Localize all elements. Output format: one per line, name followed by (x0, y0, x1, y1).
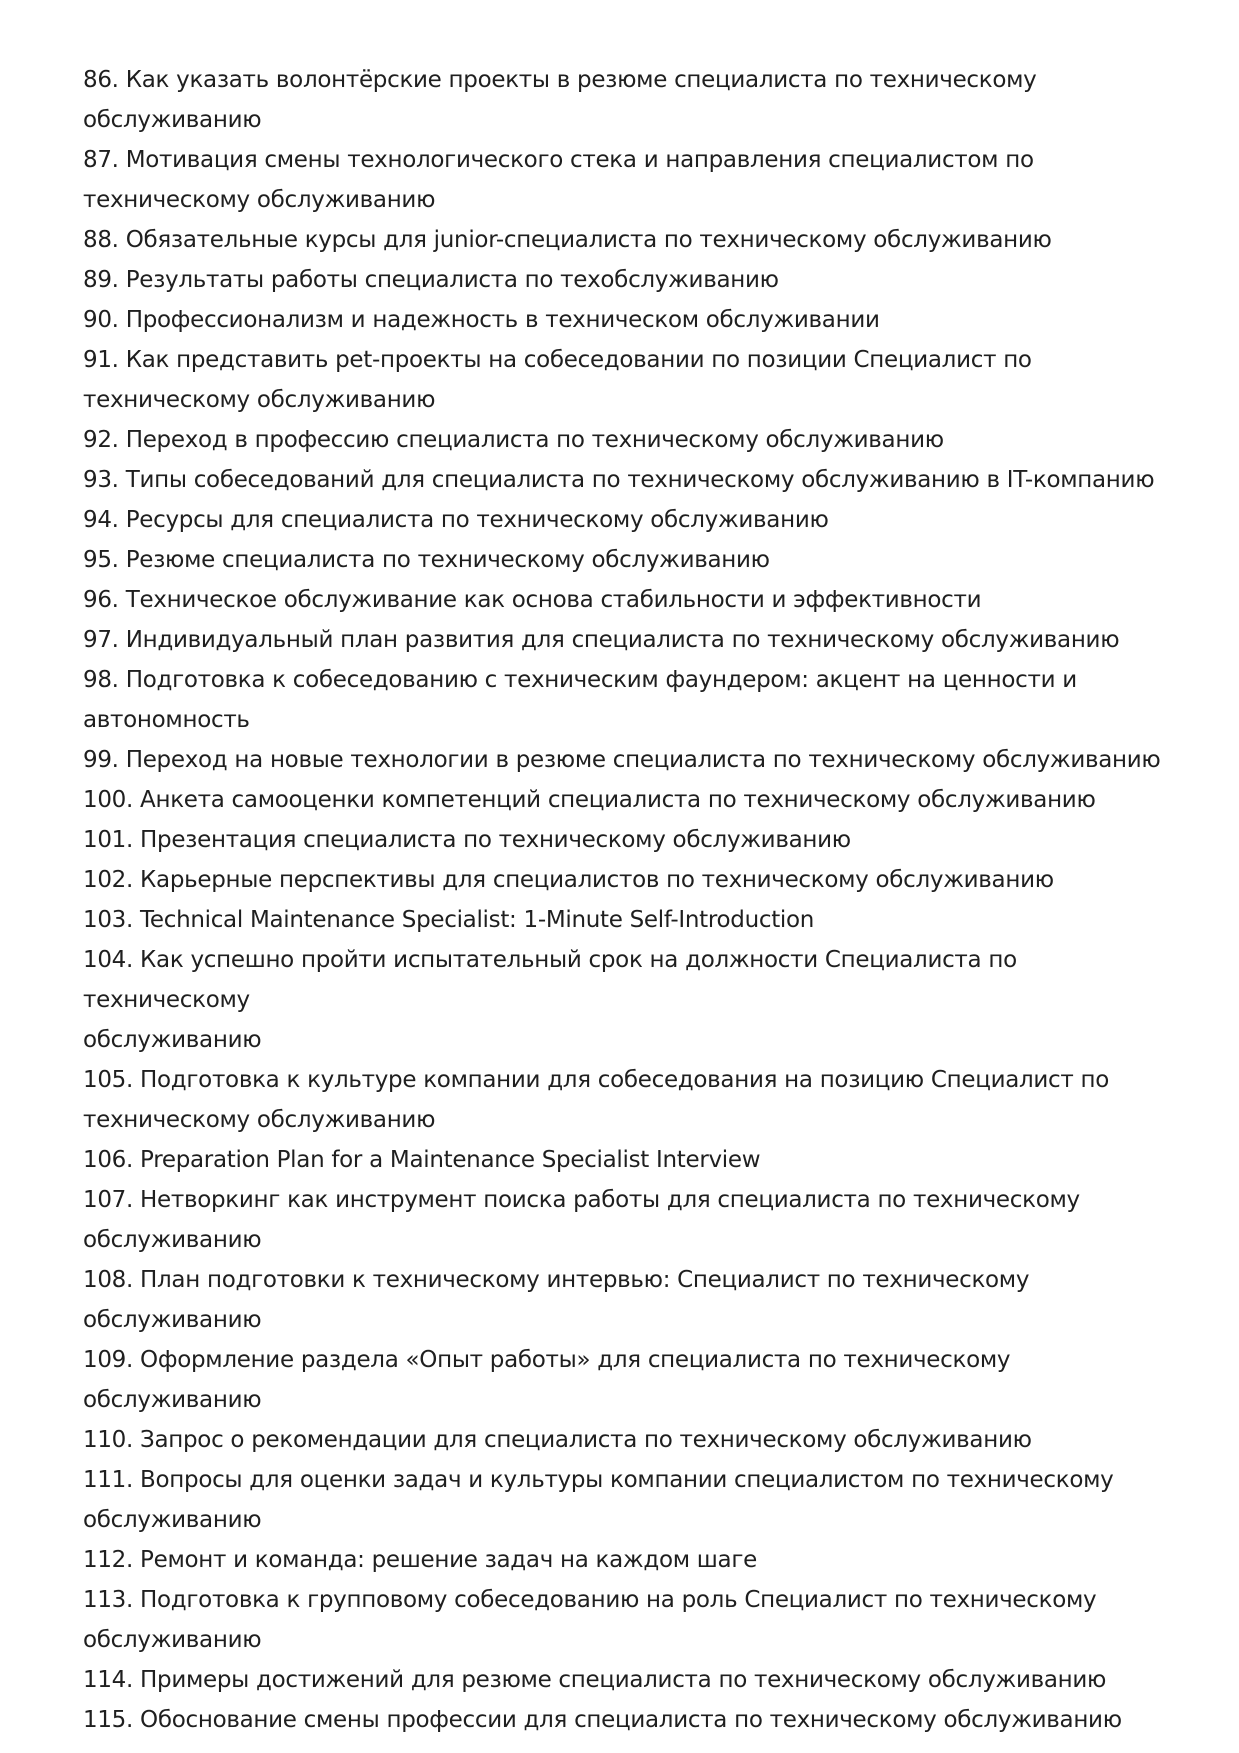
list-item (83, 60, 1183, 140)
item-title: Нетворкинг как инструмент поиска работы для специалиста по техническому (140, 1187, 1080, 1213)
item-title: Карьерные перспективы для специалистов по техническому обслуживанию (140, 867, 1054, 893)
document-page (83, 60, 1183, 1740)
list-item (83, 1540, 1183, 1580)
item-title: Как успешно пройти испытательный срок на должности Специалиста по техническому (83, 947, 1017, 1013)
item-title: Результаты работы специалиста по техобслуживанию (125, 267, 779, 293)
item-number: 112. (83, 1547, 134, 1573)
item-title: План подготовки к техническому интервью: Специалист по техническому (140, 1267, 1030, 1293)
list-item (83, 860, 1183, 900)
list-item (83, 1460, 1183, 1540)
list-item (83, 1260, 1183, 1340)
item-number: 99. (83, 747, 119, 773)
item-title: Презентация специалиста по техническому обслуживанию (140, 827, 851, 853)
item-title: Резюме специалиста по техническому обслуживанию (125, 547, 770, 573)
item-number: 101. (83, 827, 134, 853)
item-title: Запрос о рекомендации для специалиста по техническому обслуживанию (140, 1427, 1032, 1453)
list-item (83, 260, 1183, 300)
list-item (83, 740, 1183, 780)
item-number: 103. (83, 907, 134, 933)
list-item (83, 460, 1183, 500)
list-item (83, 220, 1183, 260)
item-number: 104. (83, 947, 134, 973)
list-item (83, 820, 1183, 860)
item-number: 93. (83, 467, 119, 493)
item-number: 98. (83, 667, 119, 693)
list-item (83, 540, 1183, 580)
item-title-continuation: техническому обслуживанию (83, 387, 436, 413)
list-item (83, 1420, 1183, 1460)
item-title-continuation: обслуживанию (83, 1507, 262, 1533)
item-title: Профессионализм и надежность в техническом обслуживании (125, 307, 880, 333)
list-item (83, 620, 1183, 660)
list-item (83, 900, 1183, 940)
item-number: 97. (83, 627, 119, 653)
item-number: 89. (83, 267, 119, 293)
list-item (83, 580, 1183, 620)
item-number: 106. (83, 1147, 134, 1173)
item-title: Preparation Plan for a Maintenance Specialist Interview (140, 1147, 761, 1173)
list-item (83, 1180, 1183, 1260)
list-item (83, 1700, 1183, 1740)
list-item (83, 1140, 1183, 1180)
item-number: 105. (83, 1067, 134, 1093)
list-item (83, 420, 1183, 460)
item-title: Примеры достижений для резюме специалиста по техническому обслуживанию (140, 1667, 1107, 1693)
item-title: Обязательные курсы для junior-специалиста по техническому обслуживанию (125, 227, 1052, 253)
item-title: Ремонт и команда: решение задач на каждом шаге (140, 1547, 757, 1573)
list-item (83, 940, 1183, 1060)
item-number: 115. (83, 1707, 134, 1733)
item-title-continuation: автономность (83, 707, 250, 733)
list-item (83, 660, 1183, 740)
item-title-continuation: обслуживанию (83, 1027, 262, 1053)
list-item (83, 300, 1183, 340)
item-title: Оформление раздела «Опыт работы» для специалиста по техническому обслуживанию (83, 1347, 1011, 1413)
item-title: Подготовка к собеседованию с техническим фаундером: акцент на ценности и (125, 667, 1077, 693)
item-number: 107. (83, 1187, 134, 1213)
item-title: Как представить pet-проекты на собеседовании по позиции Специалист по (125, 347, 1032, 373)
item-title: Обоснование смены профессии для специалиста по техническому обслуживанию (140, 1707, 1122, 1733)
item-title-continuation: обслуживанию (83, 1627, 262, 1653)
list-item (83, 1660, 1183, 1700)
item-number: 108. (83, 1267, 134, 1293)
item-title-continuation: техническому обслуживанию (83, 187, 436, 213)
item-number: 109. (83, 1347, 134, 1373)
item-title: Переход на новые технологии в резюме специалиста по техническому обслуживанию (125, 747, 1161, 773)
article-list (83, 60, 1183, 1740)
item-number: 100. (83, 787, 134, 813)
item-number: 88. (83, 227, 119, 253)
list-item (83, 1340, 1183, 1420)
item-number: 114. (83, 1667, 134, 1693)
item-number: 96. (83, 587, 119, 613)
list-item (83, 500, 1183, 540)
item-number: 87. (83, 147, 119, 173)
item-title: Типы собеседований для специалиста по техническому обслуживанию в IT-компанию (125, 467, 1155, 493)
list-item (83, 340, 1183, 420)
list-item (83, 140, 1183, 220)
item-title: Техническое обслуживание как основа стабильности и эффективности (125, 587, 982, 613)
item-number: 94. (83, 507, 119, 533)
item-number: 95. (83, 547, 119, 573)
item-title: Подготовка к культуре компании для собеседования на позицию Специалист по (140, 1067, 1110, 1093)
item-title: Как указать волонтёрские проекты в резюме специалиста по техническому (125, 67, 1037, 93)
item-number: 86. (83, 67, 119, 93)
item-title: Анкета самооценки компетенций специалиста по техническому обслуживанию (140, 787, 1096, 813)
item-title: Индивидуальный план развития для специалиста по техническому обслуживанию (125, 627, 1120, 653)
item-number: 110. (83, 1427, 134, 1453)
list-item (83, 1580, 1183, 1660)
item-number: 102. (83, 867, 134, 893)
item-title-continuation: обслуживанию (83, 107, 262, 133)
item-title: Мотивация смены технологического стека и направления специалистом по (125, 147, 1034, 173)
item-title: Переход в профессию специалиста по техническому обслуживанию (125, 427, 944, 453)
item-title: Вопросы для оценки задач и культуры компании специалистом по техническому (140, 1467, 1114, 1493)
item-title-continuation: обслуживанию (83, 1227, 262, 1253)
item-number: 92. (83, 427, 119, 453)
item-title: Ресурсы для специалиста по техническому обслуживанию (125, 507, 829, 533)
item-number: 113. (83, 1587, 134, 1613)
item-title: Подготовка к групповому собеседованию на роль Специалист по техническому (140, 1587, 1097, 1613)
item-title: Technical Maintenance Specialist: 1-Minute Self-Introduction (140, 907, 815, 933)
item-title-continuation: обслуживанию (83, 1307, 262, 1333)
item-number: 111. (83, 1467, 134, 1493)
item-title-continuation: техническому обслуживанию (83, 1107, 436, 1133)
item-number: 91. (83, 347, 119, 373)
list-item (83, 1060, 1183, 1140)
item-number: 90. (83, 307, 119, 333)
list-item (83, 780, 1183, 820)
